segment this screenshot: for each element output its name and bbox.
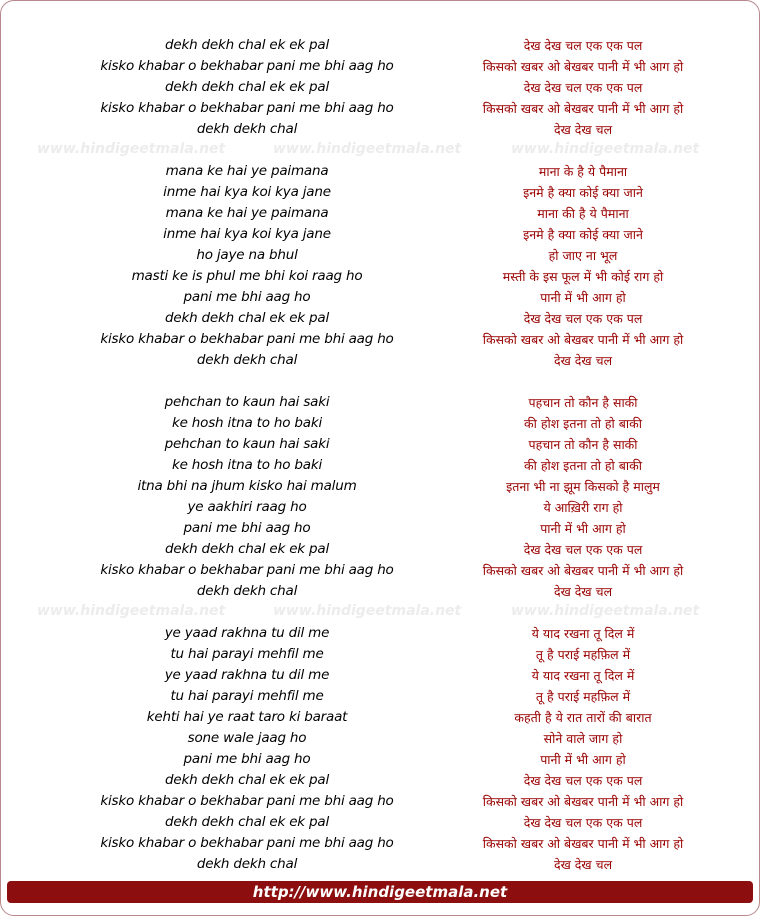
lyric-line	[1, 371, 760, 392]
lyric-line	[1, 854, 760, 875]
lyric-line	[1, 707, 760, 728]
lyric-line	[1, 581, 760, 602]
lyric-line-devanagari: किसको खबर ओ बेखबर पानी में भी आग हो	[482, 59, 684, 74]
lyric-line-roman: mana ke hai ye paimana	[165, 163, 329, 179]
lyric-line	[1, 791, 760, 812]
lyric-line-roman: ye yaad rakhna tu dil me	[164, 667, 330, 683]
lyric-line-devanagari: तू है पराई महफ़िल में	[535, 647, 631, 662]
lyric-line	[1, 560, 760, 581]
lyric-line	[1, 644, 760, 665]
lyric-line	[1, 812, 760, 833]
lyric-line	[1, 140, 760, 161]
lyric-line-roman: dekh dekh chal ek ek pal	[165, 814, 329, 830]
lyric-line-roman: masti ke is phul me bhi koi raag ho	[131, 268, 363, 284]
lyric-line	[1, 287, 760, 308]
lyric-line	[1, 224, 760, 245]
lyric-line	[1, 308, 760, 329]
lyric-line-devanagari: पहचान तो कौन है साकी	[528, 437, 638, 452]
lyric-line-devanagari: तू है पराई महफ़िल में	[535, 689, 631, 704]
lyric-line-roman: ke hosh itna to ho baki	[171, 415, 323, 431]
lyric-line-roman: sone wale jaag ho	[187, 730, 307, 746]
lyric-line	[1, 518, 760, 539]
lyric-line	[1, 98, 760, 119]
watermark-text: www.hindigeetmala.net	[37, 603, 226, 619]
lyric-line-devanagari: इतना भी ना झूम किसको है मालुम	[506, 479, 660, 494]
lyric-line-devanagari: देख देख चल एक एक पल	[523, 773, 643, 788]
lyric-line	[1, 770, 760, 791]
lyric-line	[1, 56, 760, 77]
lyric-line-devanagari: इनमे है क्या कोई क्या जाने	[523, 185, 643, 200]
lyric-line-roman: pehchan to kaun hai saki	[164, 394, 330, 410]
lyric-line-roman: kisko khabar o bekhabar pani me bhi aag ho	[100, 835, 394, 851]
lyric-line	[1, 203, 760, 224]
lyric-line-devanagari: सोने वाले जाग हो	[543, 731, 623, 746]
lyric-line	[1, 749, 760, 770]
lyric-line	[1, 350, 760, 371]
lyric-line	[1, 434, 760, 455]
lyric-line-devanagari: किसको खबर ओ बेखबर पानी में भी आग हो	[482, 101, 684, 116]
lyric-line	[1, 266, 760, 287]
watermark-text: www.hindigeetmala.net	[37, 141, 226, 157]
lyric-line	[1, 602, 760, 623]
lyric-line	[1, 539, 760, 560]
lyric-line	[1, 77, 760, 98]
lyric-line-roman: dekh dekh chal ek ek pal	[165, 37, 329, 53]
lyric-line-devanagari: देख देख चल एक एक पल	[523, 542, 643, 557]
lyric-line-devanagari: माना के है ये पैमाना	[538, 164, 628, 179]
lyric-line-devanagari: देख देख चल	[553, 857, 613, 872]
lyric-line-devanagari: माना की है ये पैमाना	[537, 206, 629, 221]
lyric-line-devanagari: देख देख चल	[553, 584, 613, 599]
watermark-text: www.hindigeetmala.net	[511, 141, 700, 157]
lyric-line	[1, 455, 760, 476]
lyrics-body	[1, 35, 760, 875]
lyric-line-roman: pani me bhi aag ho	[183, 520, 311, 536]
lyric-line-roman: itna bhi na jhum kisko hai malum	[137, 478, 357, 494]
lyric-line-roman: dekh dekh chal	[196, 121, 298, 137]
lyric-line	[1, 35, 760, 56]
lyric-line	[1, 497, 760, 518]
lyric-line-roman: dekh dekh chal ek ek pal	[165, 541, 329, 557]
lyric-line	[1, 686, 760, 707]
lyric-line-roman: dekh dekh chal	[196, 856, 298, 872]
lyric-line-roman: inme hai kya koi kya jane	[163, 184, 331, 200]
lyric-line-devanagari: ये याद रखना तू दिल में	[531, 626, 635, 641]
lyric-line	[1, 623, 760, 644]
lyric-line-roman: pani me bhi aag ho	[183, 289, 311, 305]
lyric-line-roman: dekh dekh chal ek ek pal	[165, 772, 329, 788]
lyric-line-roman: dekh dekh chal ek ek pal	[165, 310, 329, 326]
lyric-line-roman: kisko khabar o bekhabar pani me bhi aag ho	[100, 58, 394, 74]
lyric-line-roman: kisko khabar o bekhabar pani me bhi aag ho	[100, 562, 394, 578]
lyric-line-devanagari: किसको खबर ओ बेखबर पानी में भी आग हो	[482, 794, 684, 809]
lyric-line-devanagari: देख देख चल एक एक पल	[523, 38, 643, 53]
lyric-line-devanagari: देख देख चल एक एक पल	[523, 815, 643, 830]
lyric-line-devanagari: की होश इतना तो हो बाकी	[524, 458, 642, 473]
lyric-line-devanagari: पानी में भी आग हो	[540, 521, 626, 536]
lyric-line-roman: kisko khabar o bekhabar pani me bhi aag ho	[100, 331, 394, 347]
lyric-line-devanagari: हो जाए ना भूल	[548, 248, 618, 263]
lyric-line	[1, 329, 760, 350]
lyric-line	[1, 413, 760, 434]
lyric-line-devanagari: मस्ती के इस फूल में भी कोई राग हो	[502, 269, 664, 284]
lyric-line-roman: pehchan to kaun hai saki	[164, 436, 330, 452]
lyric-line-devanagari: किसको खबर ओ बेखबर पानी में भी आग हो	[482, 563, 684, 578]
lyric-line-roman: ke hosh itna to ho baki	[171, 457, 323, 473]
lyric-line	[1, 392, 760, 413]
lyric-line-devanagari: पानी में भी आग हो	[540, 752, 626, 767]
watermark-text: www.hindigeetmala.net	[511, 603, 700, 619]
lyric-line	[1, 833, 760, 854]
lyric-line-roman: kisko khabar o bekhabar pani me bhi aag ho	[100, 100, 394, 116]
lyric-line	[1, 161, 760, 182]
lyric-line-devanagari: की होश इतना तो हो बाकी	[524, 416, 642, 431]
lyric-line-devanagari: ये याद रखना तू दिल में	[531, 668, 635, 683]
lyric-line-devanagari: देख देख चल	[553, 353, 613, 368]
lyric-line	[1, 728, 760, 749]
lyric-line-roman: ye aakhiri raag ho	[187, 499, 307, 515]
watermark-text: www.hindigeetmala.net	[273, 603, 462, 619]
lyric-line-roman: dekh dekh chal	[196, 583, 298, 599]
lyric-line-devanagari: कहती है ये रात तारों की बारात	[514, 710, 652, 725]
lyric-line	[1, 476, 760, 497]
lyric-line-devanagari: इनमे है क्या कोई क्या जाने	[523, 227, 643, 242]
lyric-line-roman: tu hai parayi mehfil me	[170, 646, 324, 662]
lyric-line-devanagari: देख देख चल	[553, 122, 613, 137]
lyric-line-roman: mana ke hai ye paimana	[165, 205, 329, 221]
lyric-line-devanagari: ये आख़िरी राग हो	[543, 500, 623, 515]
lyric-line-roman: tu hai parayi mehfil me	[170, 688, 324, 704]
lyric-line	[1, 245, 760, 266]
lyric-line-devanagari: देख देख चल एक एक पल	[523, 311, 643, 326]
lyric-line-roman: ye yaad rakhna tu dil me	[164, 625, 330, 641]
footer-url-link[interactable]: http://www.hindigeetmala.net	[252, 883, 508, 901]
lyric-line	[1, 665, 760, 686]
lyric-line-roman: pani me bhi aag ho	[183, 751, 311, 767]
lyric-line	[1, 182, 760, 203]
lyric-line-roman: ho jaye na bhul	[196, 247, 298, 263]
watermark-text: www.hindigeetmala.net	[273, 141, 462, 157]
lyric-line-devanagari: किसको खबर ओ बेखबर पानी में भी आग हो	[482, 836, 684, 851]
lyric-line-devanagari: पहचान तो कौन है साकी	[528, 395, 638, 410]
lyric-line-roman: dekh dekh chal	[196, 352, 298, 368]
lyric-line-roman: dekh dekh chal ek ek pal	[165, 79, 329, 95]
footer-bar	[7, 881, 753, 903]
lyric-line-roman: inme hai kya koi kya jane	[163, 226, 331, 242]
lyric-line-devanagari: किसको खबर ओ बेखबर पानी में भी आग हो	[482, 332, 684, 347]
lyric-line-devanagari: पानी में भी आग हो	[540, 290, 626, 305]
lyric-line-roman: kehti hai ye raat taro ki baraat	[146, 709, 348, 725]
lyric-line-roman: kisko khabar o bekhabar pani me bhi aag ho	[100, 793, 394, 809]
lyric-line	[1, 119, 760, 140]
lyric-line-devanagari: देख देख चल एक एक पल	[523, 80, 643, 95]
